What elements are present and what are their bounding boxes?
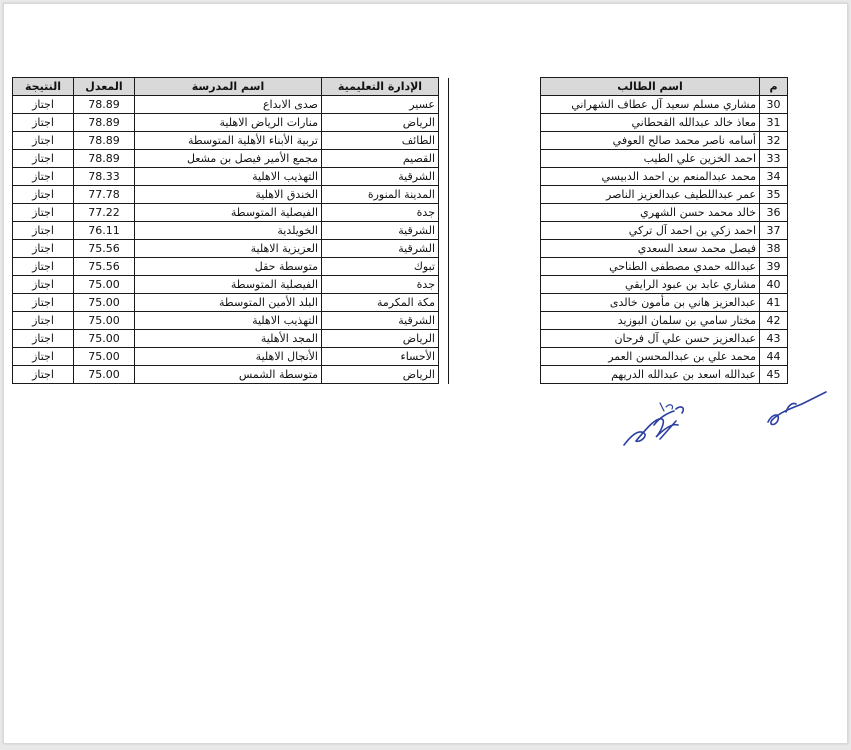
header-directorate: الإدارة التعليمية	[322, 78, 439, 96]
student-row	[541, 150, 788, 168]
student-name-cell: محمد علي بن عبدالمحسن العمر	[541, 348, 760, 366]
students-header-row	[541, 78, 788, 96]
school-name-cell: تربية الأبناء الأهلية المتوسطة	[135, 132, 322, 150]
gap-cell	[439, 222, 449, 240]
student-name-cell: عمر عبداللطيف عبدالعزيز الناصر	[541, 186, 760, 204]
school-name-cell: الأنجال الاهلية	[135, 348, 322, 366]
student-name-cell: احمد زكي بن احمد آل تركي	[541, 222, 760, 240]
schools-body	[13, 96, 449, 384]
average-cell: 75.56	[74, 258, 135, 276]
school-name-cell: مجمع الأمير فيصل بن مشعل	[135, 150, 322, 168]
directorate-cell: الشرقية	[322, 222, 439, 240]
average-cell: 76.11	[74, 222, 135, 240]
signature-left-stroke	[624, 407, 683, 445]
gap-cell	[439, 96, 449, 114]
directorate-cell: الشرقية	[322, 240, 439, 258]
student-index-cell: 39	[760, 258, 788, 276]
student-name-cell: محمد عبدالمنعم بن احمد الدبيسي	[541, 168, 760, 186]
school-row	[13, 294, 449, 312]
student-index-cell: 37	[760, 222, 788, 240]
student-row	[541, 186, 788, 204]
signature-right	[762, 382, 832, 432]
school-name-cell: منارات الرياض الاهلية	[135, 114, 322, 132]
student-row	[541, 348, 788, 366]
gap-cell	[439, 240, 449, 258]
student-name-cell: عبدالعزيز هاني بن مأمون خالدى	[541, 294, 760, 312]
result-cell: اجتاز	[13, 96, 74, 114]
result-cell: اجتاز	[13, 276, 74, 294]
gap-cell	[439, 312, 449, 330]
school-row	[13, 312, 449, 330]
signature-right-stroke	[768, 392, 826, 425]
student-index-cell: 31	[760, 114, 788, 132]
result-cell: اجتاز	[13, 366, 74, 384]
result-cell: اجتاز	[13, 168, 74, 186]
gap-cell	[439, 348, 449, 366]
student-name-cell: خالد محمد حسن الشهري	[541, 204, 760, 222]
result-cell: اجتاز	[13, 186, 74, 204]
school-name-cell: التهذيب الاهلية	[135, 168, 322, 186]
schools-table	[12, 77, 449, 384]
result-cell: اجتاز	[13, 240, 74, 258]
directorate-cell: جدة	[322, 276, 439, 294]
result-cell: اجتاز	[13, 330, 74, 348]
gap-cell	[439, 294, 449, 312]
gap-cell	[439, 276, 449, 294]
student-row	[541, 114, 788, 132]
gap-cell	[439, 132, 449, 150]
student-name-cell: عبدالله اسعد بن عبدالله الدريهم	[541, 366, 760, 384]
student-name-cell: معاذ خالد عبدالله القحطاني	[541, 114, 760, 132]
student-row	[541, 258, 788, 276]
result-cell: اجتاز	[13, 312, 74, 330]
gap-cell	[439, 168, 449, 186]
school-row	[13, 330, 449, 348]
directorate-cell: الرياض	[322, 114, 439, 132]
directorate-cell: جدة	[322, 204, 439, 222]
school-name-cell: الفيصلية المتوسطة	[135, 276, 322, 294]
gap-cell	[439, 366, 449, 384]
student-name-cell: مشاري مسلم سعيد آل عطاف الشهراني	[541, 96, 760, 114]
average-cell: 78.33	[74, 168, 135, 186]
gap-cell	[439, 204, 449, 222]
school-row	[13, 114, 449, 132]
directorate-cell: الشرقية	[322, 168, 439, 186]
average-cell: 75.00	[74, 330, 135, 348]
student-row	[541, 366, 788, 384]
schools-header-row	[13, 78, 449, 96]
student-name-cell: عبدالعزيز حسن علي آل فرحان	[541, 330, 760, 348]
column-gap	[439, 78, 449, 96]
students-body	[541, 96, 788, 384]
result-cell: اجتاز	[13, 114, 74, 132]
student-name-cell: عبدالله حمدي مصطفى الطناحي	[541, 258, 760, 276]
school-name-cell: الفيصلية المتوسطة	[135, 204, 322, 222]
student-row	[541, 96, 788, 114]
school-name-cell: الخندق الاهلية	[135, 186, 322, 204]
student-row	[541, 240, 788, 258]
gap-cell	[439, 330, 449, 348]
average-cell: 78.89	[74, 132, 135, 150]
gap-cell	[439, 114, 449, 132]
student-index-cell: 30	[760, 96, 788, 114]
school-name-cell: العزيزية الاهلية	[135, 240, 322, 258]
student-index-cell: 36	[760, 204, 788, 222]
directorate-cell: مكة المكرمة	[322, 294, 439, 312]
student-name-cell: أسامه ناصر محمد صالح العوفي	[541, 132, 760, 150]
student-row	[541, 294, 788, 312]
student-index-cell: 34	[760, 168, 788, 186]
result-cell: اجتاز	[13, 348, 74, 366]
school-row	[13, 276, 449, 294]
student-row	[541, 312, 788, 330]
average-cell: 78.89	[74, 150, 135, 168]
student-row	[541, 276, 788, 294]
average-cell: 75.00	[74, 348, 135, 366]
school-row	[13, 240, 449, 258]
directorate-cell: الرياض	[322, 366, 439, 384]
result-cell: اجتاز	[13, 258, 74, 276]
students-table	[540, 77, 788, 384]
average-cell: 78.89	[74, 114, 135, 132]
student-index-cell: 43	[760, 330, 788, 348]
gap-cell	[439, 150, 449, 168]
school-row	[13, 132, 449, 150]
gap-cell	[439, 258, 449, 276]
signature-left-mark	[660, 403, 673, 411]
average-cell: 77.78	[74, 186, 135, 204]
average-cell: 75.00	[74, 276, 135, 294]
document-page	[3, 3, 848, 744]
result-cell: اجتاز	[13, 132, 74, 150]
average-cell: 75.00	[74, 366, 135, 384]
school-row	[13, 186, 449, 204]
school-row	[13, 204, 449, 222]
average-cell: 75.00	[74, 294, 135, 312]
header-school-name: اسم المدرسة	[135, 78, 322, 96]
student-index-cell: 42	[760, 312, 788, 330]
student-row	[541, 204, 788, 222]
school-name-cell: صدى الابداع	[135, 96, 322, 114]
school-name-cell: البلد الأمين المتوسطة	[135, 294, 322, 312]
school-name-cell: متوسطة الشمس	[135, 366, 322, 384]
result-cell: اجتاز	[13, 294, 74, 312]
directorate-cell: الشرقية	[322, 312, 439, 330]
student-index-cell: 32	[760, 132, 788, 150]
header-average: المعدل	[74, 78, 135, 96]
student-name-cell: احمد الخزين علي الطيب	[541, 150, 760, 168]
directorate-cell: المدينة المنورة	[322, 186, 439, 204]
student-index-cell: 44	[760, 348, 788, 366]
student-name-cell: مختار سامي بن سلمان البوزيد	[541, 312, 760, 330]
student-row	[541, 168, 788, 186]
student-row	[541, 330, 788, 348]
student-index-cell: 35	[760, 186, 788, 204]
school-name-cell: المجد الأهلية	[135, 330, 322, 348]
header-student-name: اسم الطالب	[541, 78, 760, 96]
directorate-cell: الرياض	[322, 330, 439, 348]
school-name-cell: التهذيب الاهلية	[135, 312, 322, 330]
school-row	[13, 222, 449, 240]
student-row	[541, 222, 788, 240]
average-cell: 75.00	[74, 312, 135, 330]
average-cell: 77.22	[74, 204, 135, 222]
result-cell: اجتاز	[13, 204, 74, 222]
student-index-cell: 38	[760, 240, 788, 258]
student-index-cell: 45	[760, 366, 788, 384]
school-row	[13, 366, 449, 384]
student-index-cell: 33	[760, 150, 788, 168]
student-index-cell: 41	[760, 294, 788, 312]
directorate-cell: تبوك	[322, 258, 439, 276]
school-row	[13, 168, 449, 186]
student-name-cell: فيصل محمد سعد السعدي	[541, 240, 760, 258]
school-row	[13, 258, 449, 276]
school-row	[13, 150, 449, 168]
result-cell: اجتاز	[13, 222, 74, 240]
school-row	[13, 96, 449, 114]
student-row	[541, 132, 788, 150]
school-row	[13, 348, 449, 366]
student-index-cell: 40	[760, 276, 788, 294]
result-cell: اجتاز	[13, 150, 74, 168]
directorate-cell: عسير	[322, 96, 439, 114]
average-cell: 75.56	[74, 240, 135, 258]
header-index: م	[760, 78, 788, 96]
average-cell: 78.89	[74, 96, 135, 114]
gap-cell	[439, 186, 449, 204]
student-name-cell: مشاري عابد بن عبود الرايقي	[541, 276, 760, 294]
signature-left	[616, 399, 706, 459]
directorate-cell: الأحساء	[322, 348, 439, 366]
directorate-cell: القصيم	[322, 150, 439, 168]
directorate-cell: الطائف	[322, 132, 439, 150]
header-result: النتيجة	[13, 78, 74, 96]
school-name-cell: الخويلدية	[135, 222, 322, 240]
school-name-cell: متوسطة حقل	[135, 258, 322, 276]
